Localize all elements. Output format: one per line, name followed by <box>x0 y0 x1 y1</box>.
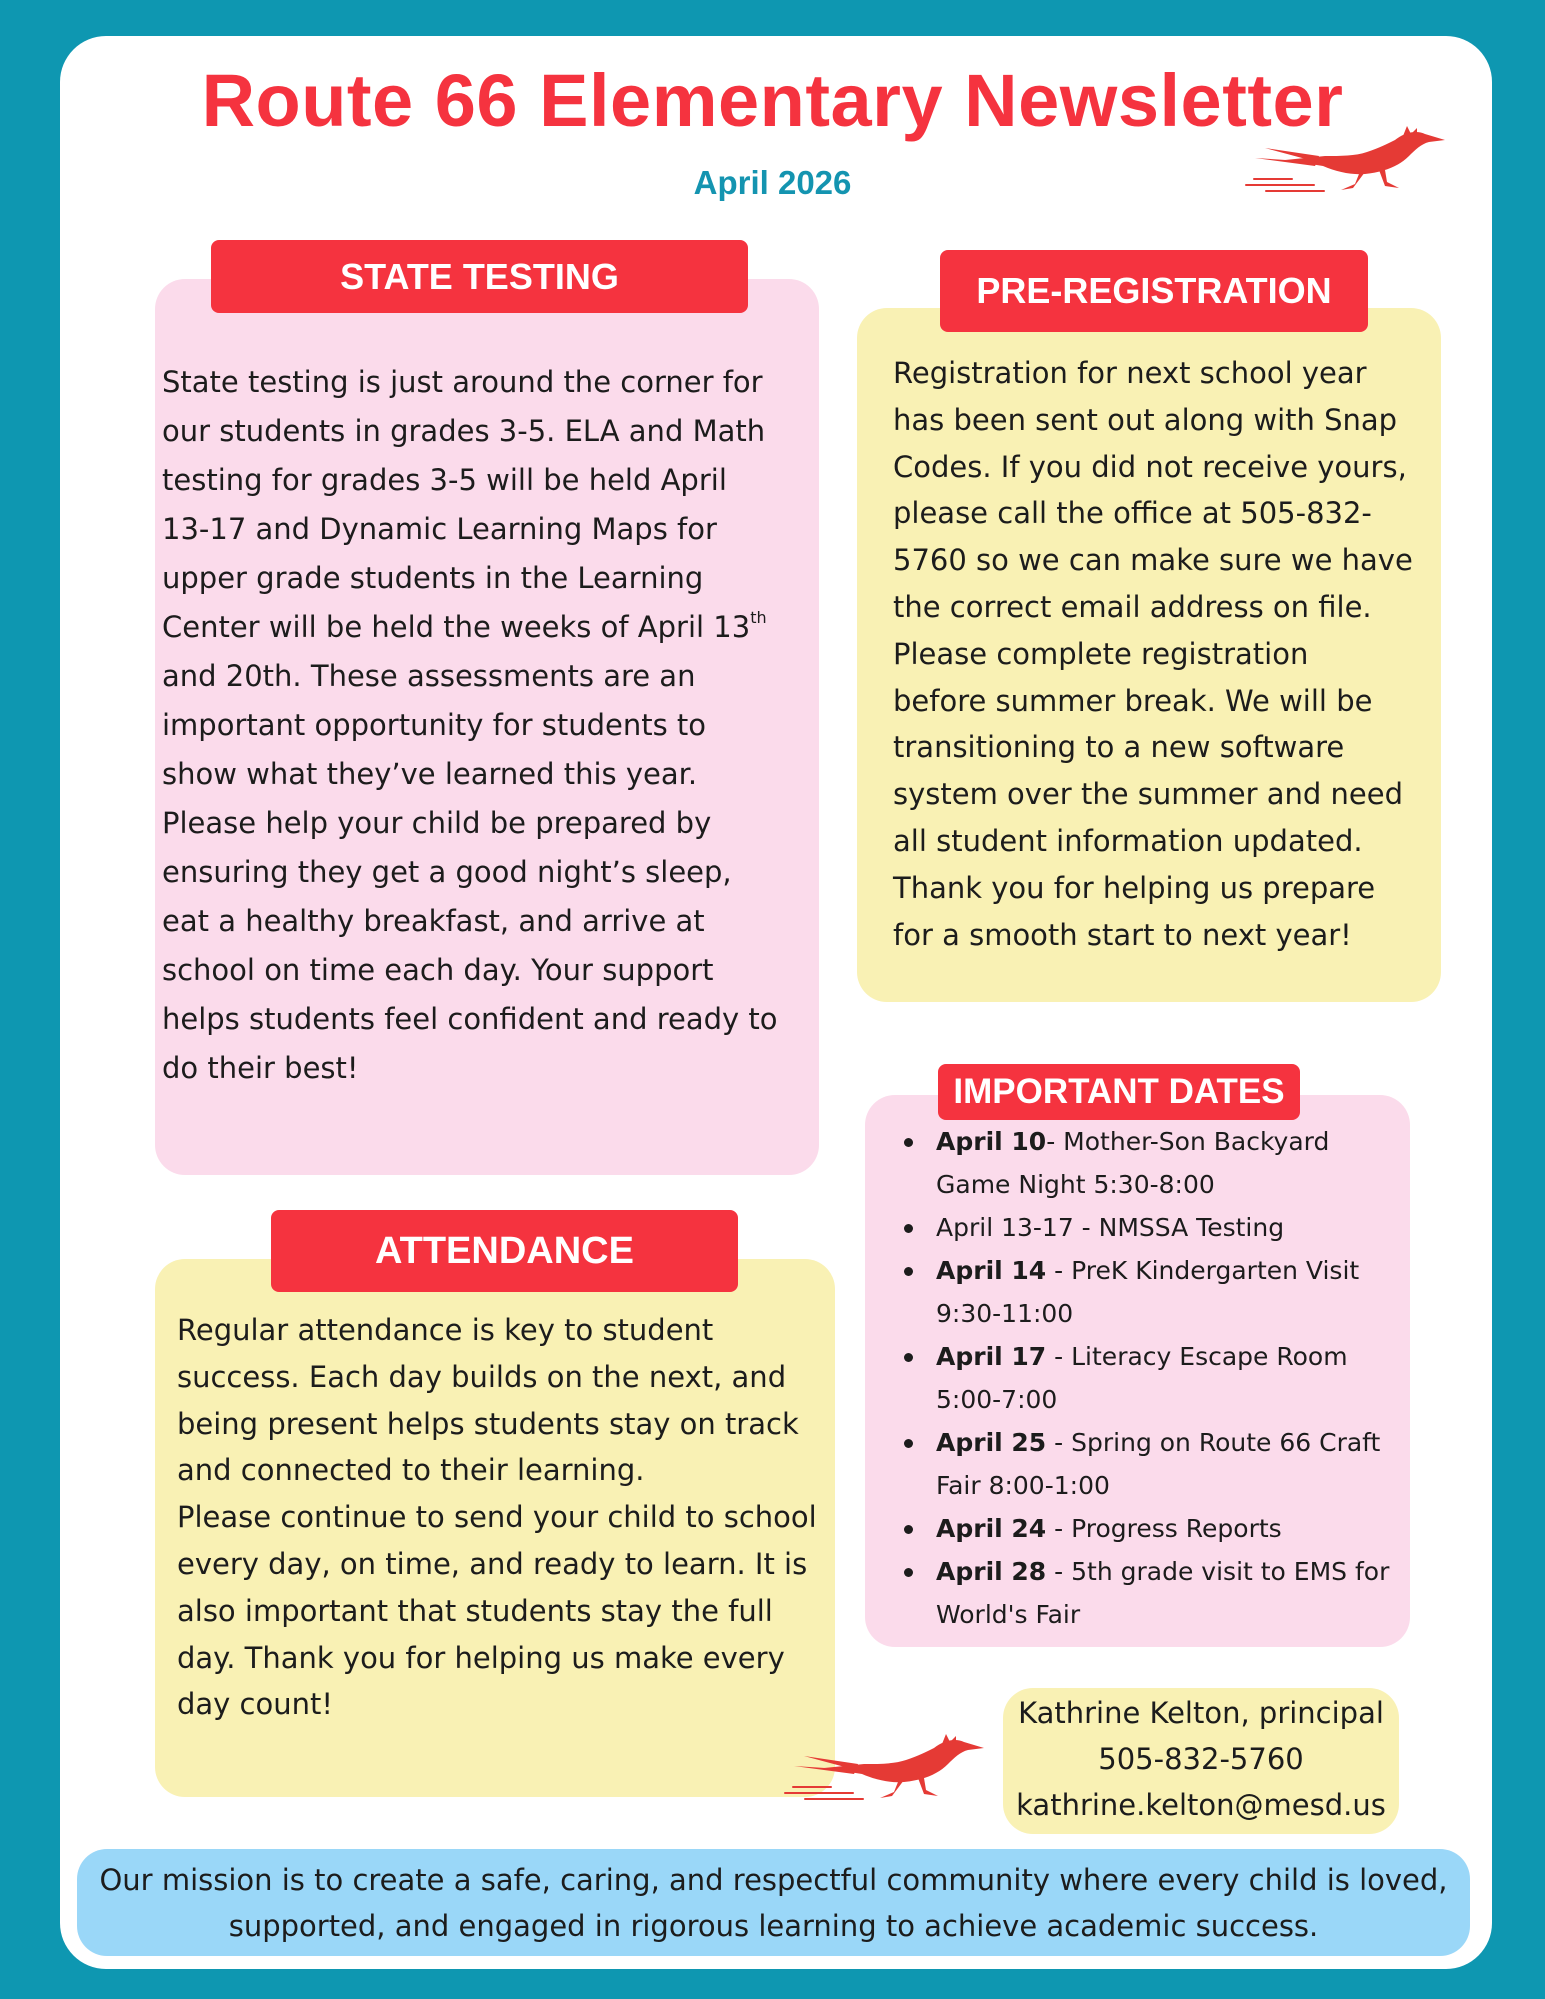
pre-registration-text: Registration for next school year has been sent out along with Snap Codes. If you did not receive yours, please call the office at 505-832- 5760 so we can make sure we have the correct email address on file. Please complete registration before summer break. We will be transitioning to a new software system over the summer and need all student information updated. Thank you for helping us prepare for a smooth start to next year! <box>893 356 1413 952</box>
newsletter-title: Route 66 Elementary Newsletter <box>201 59 1344 142</box>
list-item: April 17 - Literacy Escape Room 5:00-7:00 <box>896 1335 1416 1421</box>
list-item: April 10- Mother-Son Backyard Game Night 5:30-8:00 <box>896 1120 1416 1206</box>
mission-panel <box>77 1849 1470 1956</box>
principal-name: Kathrine Kelton, principal <box>1018 1696 1384 1730</box>
roadrunner-icon <box>1245 126 1457 198</box>
attendance-text: Regular attendance is key to student success. Each day builds on the next, and being present helps students stay on track and connected to their learning. Please continue to send your child to school every day, on time, and ready to learn. It is also important that students stay the full day. Thank you for helping us make every day count! <box>177 1313 817 1722</box>
important-dates-heading: IMPORTANT DATES <box>938 1064 1300 1120</box>
attendance-heading: ATTENDANCE <box>271 1210 738 1292</box>
mission-line: Our mission is to create a safe, caring, and respectful community where every child is loved, <box>99 1863 1448 1897</box>
list-item: April 25 - Spring on Route 66 Craft Fair 8:00-1:00 <box>896 1421 1416 1507</box>
important-dates-list <box>896 1120 1416 1636</box>
mission-line: supported, and engaged in rigorous learning to achieve academic success. <box>228 1909 1319 1943</box>
principal-email: kathrine.kelton@mesd.us <box>1016 1788 1386 1822</box>
contact-panel <box>1003 1688 1399 1834</box>
newsletter-date: April 2026 <box>693 164 852 201</box>
list-item: April 13-17 - NMSSA Testing <box>896 1206 1416 1249</box>
list-item: April 24 - Progress Reports <box>896 1507 1416 1550</box>
list-item: April 28 - 5th grade visit to EMS for World's Fair <box>896 1550 1416 1636</box>
list-item: April 14 - PreK Kindergarten Visit 9:30-11:00 <box>896 1249 1416 1335</box>
pre-registration-heading: PRE-REGISTRATION <box>940 250 1368 332</box>
roadrunner-icon <box>784 1734 996 1806</box>
state-testing-text: State testing is just around the corner for our students in grades 3-5. ELA and Math testing for grades 3-5 will be held April 13-17 and Dynamic Learning Maps for upper grade students in the Learning Center will be held the weeks of April 13th and 20th. These assessments are an important opportunity for students to show what they’ve learned this year. Please help your child be prepared by ensuring they get a good night’s sleep, eat a healthy breakfast, and arrive at school on time each day. Your support helps students feel confident and ready to do their best! <box>162 365 778 1085</box>
state-testing-heading: STATE TESTING <box>211 240 748 313</box>
principal-phone: 505-832-5760 <box>1098 1742 1304 1776</box>
